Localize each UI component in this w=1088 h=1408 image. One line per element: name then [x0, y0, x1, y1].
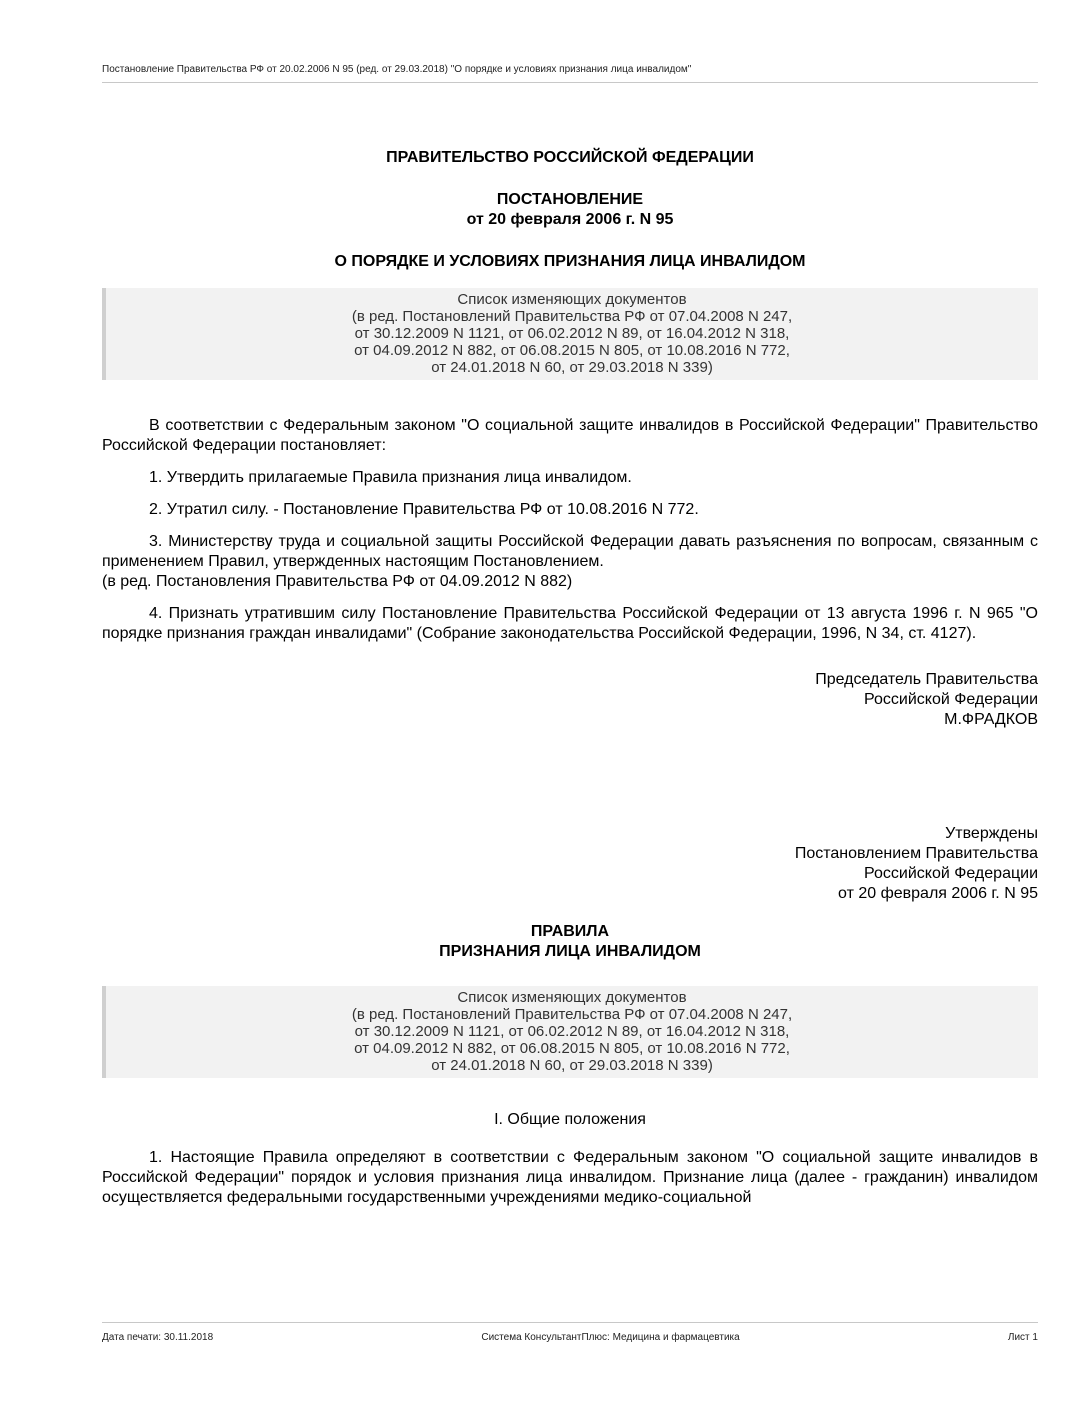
doc-type: ПОСТАНОВЛЕНИЕ — [496, 191, 644, 208]
approval-line: Постановлением Правительства — [794, 845, 1038, 862]
issuer-heading: ПРАВИТЕЛЬСТВО РОССИЙСКОЙ ФЕДЕРАЦИИ — [386, 149, 754, 166]
amendments-line: Список изменяющих документов — [457, 291, 687, 308]
approval-line: Утверждены — [945, 825, 1038, 842]
page-number: Лист 1 — [1007, 1332, 1038, 1343]
amendments-box — [102, 288, 1038, 380]
doc-date-number: от 20 февраля 2006 г. N 95 — [466, 211, 674, 228]
print-date: Дата печати: 30.11.2018 — [102, 1332, 214, 1343]
header-divider — [102, 82, 1038, 83]
footer-divider — [102, 1322, 1038, 1323]
section-title: I. Общие положения — [494, 1111, 646, 1128]
amendments-line: от 04.09.2012 N 882, от 06.08.2015 N 805, от 10.08.2016 N 772, — [354, 342, 790, 359]
doc-subject: О ПОРЯДКЕ И УСЛОВИЯХ ПРИЗНАНИЯ ЛИЦА ИНВАЛИДОМ — [334, 253, 806, 270]
amendments-line: (в ред. Постановлений Правительства РФ от 07.04.2008 N 247, — [351, 308, 793, 325]
amendments-line: от 04.09.2012 N 882, от 06.08.2015 N 805, от 10.08.2016 N 772, — [354, 1040, 790, 1057]
rules-paragraph-1: 1. Настоящие Правила определяют в соответствии с Федеральным законом "О социальной защите инвалидов в Российской Федерации" порядок и условия признания лица инвалидом. Признание лица (далее - гражданин) инвалидом осуществляется федеральными государственными учреждениями медико-социальной — [102, 1149, 1038, 1206]
rules-amendments-box — [102, 986, 1038, 1078]
page-footer — [102, 1332, 1038, 1343]
document-body — [102, 148, 1038, 1208]
system-name: Система КонсультантПлюс: Медицина и фармацевтика — [481, 1332, 740, 1343]
signature-line: Председатель Правительства — [815, 671, 1038, 688]
approval-block — [102, 824, 1038, 904]
approval-line: Российской Федерации — [864, 865, 1038, 882]
running-header: Постановление Правительства РФ от 20.02.2006 N 95 (ред. от 29.03.2018) "О порядке и условиях признания лица инвалидом" — [102, 64, 692, 75]
amendments-line: (в ред. Постановлений Правительства РФ от 07.04.2008 N 247, — [351, 1006, 793, 1023]
amendments-line: от 24.01.2018 N 60, от 29.03.2018 N 339) — [431, 1057, 713, 1074]
decree-item-1: 1. Утвердить прилагаемые Правила признания лица инвалидом. — [149, 469, 632, 486]
signature-line: Российской Федерации — [864, 691, 1038, 708]
amendments-line: Список изменяющих документов — [457, 989, 687, 1006]
decree-heading — [102, 190, 1038, 230]
decree-item-3-note: (в ред. Постановления Правительства РФ от 04.09.2012 N 882) — [102, 573, 573, 590]
approval-line: от 20 февраля 2006 г. N 95 — [838, 885, 1038, 902]
amendments-line: от 30.12.2009 N 1121, от 06.02.2012 N 89, от 16.04.2012 N 318, — [354, 1023, 790, 1040]
decree-item-2: 2. Утратил силу. - Постановление Правительства РФ от 10.08.2016 N 772. — [149, 501, 699, 518]
decree-item-4: 4. Признать утратившим силу Постановление Правительства Российской Федерации от 13 августа 1996 г. N 965 "О порядке признания граждан инвалидами" (Собрание законодательства Российской Федерации, 1996, N 34, ст. 4127). — [102, 605, 1038, 642]
amendments-line: от 24.01.2018 N 60, от 29.03.2018 N 339) — [431, 359, 713, 376]
rules-subtitle: ПРИЗНАНИЯ ЛИЦА ИНВАЛИДОМ — [439, 943, 701, 960]
amendments-line: от 30.12.2009 N 1121, от 06.02.2012 N 89, от 16.04.2012 N 318, — [354, 325, 790, 342]
signature-block — [102, 670, 1038, 730]
decree-item-3: 3. Министерству труда и социальной защиты Российской Федерации давать разъяснения по вопросам, связанным с применением Правил, утвержденных настоящим Постановлением. — [102, 533, 1038, 570]
preamble: В соответствии с Федеральным законом "О социальной защите инвалидов в Российской Федерации" Правительство Российской Федерации постановляет: — [102, 417, 1038, 454]
signature-line: М.ФРАДКОВ — [944, 711, 1038, 728]
rules-heading — [102, 922, 1038, 962]
rules-title: ПРАВИЛА — [530, 923, 610, 940]
